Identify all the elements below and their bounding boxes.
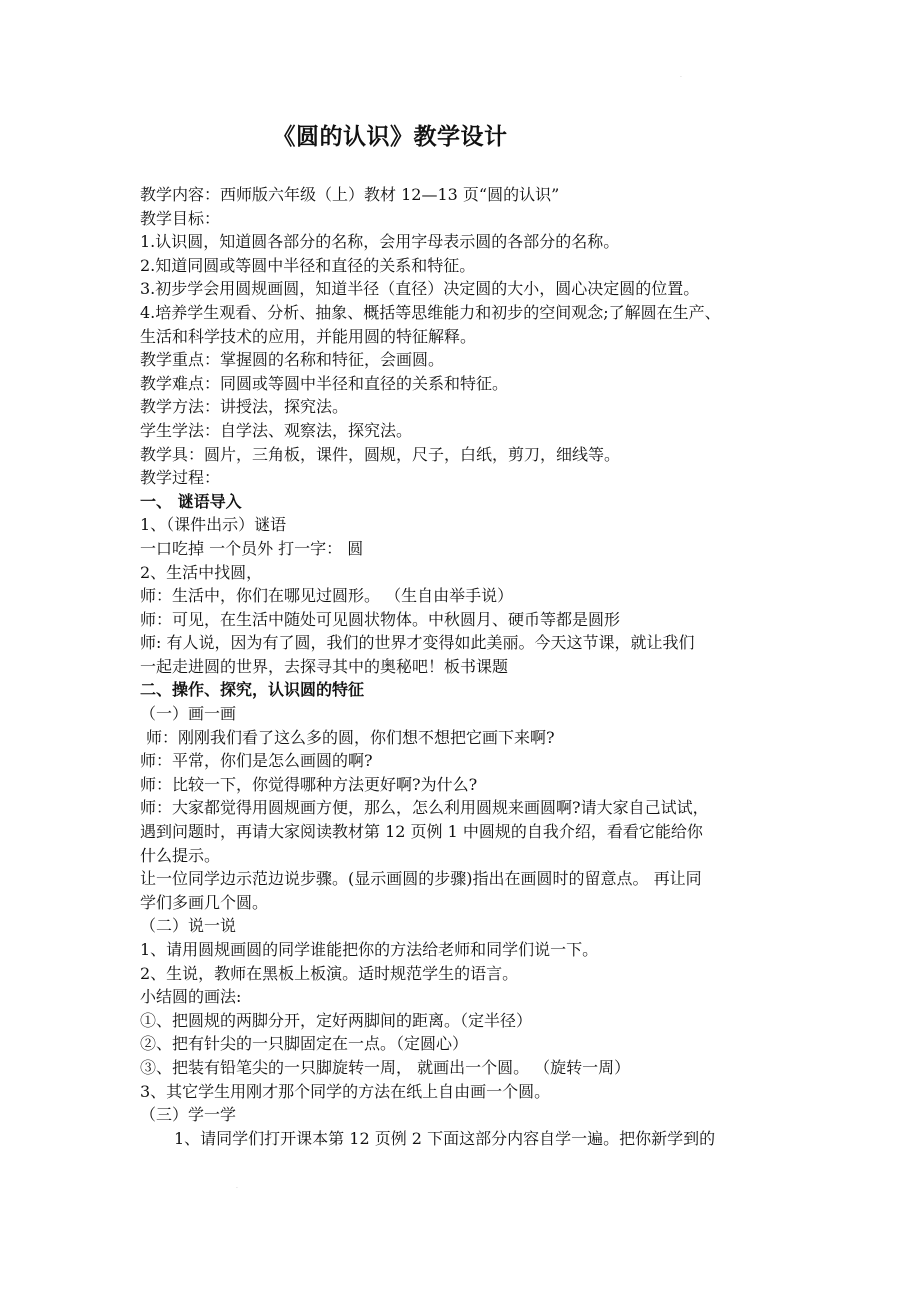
text-line: 师：大家都觉得用圆规画方便，那么，怎么利用圆规来画圆啊?请大家自己试试， [140, 798, 709, 818]
text-line: 教学过程： [140, 468, 221, 488]
section-heading: 二、操作、探究，认识圆的特征 [140, 680, 365, 700]
text-line: 师：刚刚我们看了这么多的圆，你们想不想把它画下来啊? [146, 727, 555, 747]
text-line: 1、请同学们打开课本第 12 页例 2 下面这部分内容自学一遍。把你新学到的 [174, 1128, 716, 1148]
text-line: 教学目标： [140, 208, 221, 228]
text-line: 师: 有人说，因为有了圆，我们的世界才变得如此美丽。今天这节课，就让我们 [140, 633, 695, 653]
document-body [140, 183, 790, 1150]
text-line: 学生学法：自学法、观察法，探究法。 [140, 420, 413, 440]
text-line: 教学难点：同圆或等圆中半径和直径的关系和特征。 [140, 373, 509, 393]
subsection-heading: （二）说一说 [140, 916, 237, 936]
text-line: 教学具：圆片，三角板，课件，圆规，尺子，白纸，剪刀，细线等。 [140, 444, 621, 464]
text-line: 学们多画几个圆。 [140, 892, 269, 912]
document-title: 《圆的认识》教学设计 [272, 124, 508, 150]
text-line: 什么提示。 [140, 845, 221, 865]
text-line: 1、请用圆规画圆的同学谁能把你的方法给老师和同学们说一下。 [140, 940, 599, 959]
text-line: 生活和科学技术的应用，并能用圆的特征解释。 [140, 326, 477, 346]
text-line: 1.认识圆，知道圆各部分的名称，会用字母表示圆的各部分的名称。 [140, 232, 620, 252]
text-line: 师：比较一下，你觉得哪种方法更好啊?为什么? [140, 774, 478, 794]
list-item: ③、把装有铅笔尖的一只脚旋转一周， 就画出一个圆。 （旋转一周） [140, 1057, 631, 1077]
text-line: 遇到问题时，再请大家阅读教材第 12 页例 1 中圆规的自我介绍，看看它能给你 [140, 822, 703, 842]
text-line: 2、生说，教师在黑板上板演。适时规范学生的语言。 [140, 963, 519, 983]
text-line: 教学重点：掌握圆的名称和特征，会画圆。 [140, 350, 445, 370]
scan-dot: · [236, 1185, 238, 1192]
text-line: 3.初步学会用圆规画圆，知道半径（直径）决定圆的大小，圆心决定圆的位置。 [140, 279, 700, 299]
text-line: 教学内容：西师版六年级（上）教材 12—13 页“圆的认识” [140, 185, 560, 204]
text-line: 教学方法：讲授法，探究法。 [140, 397, 349, 417]
text-line: 小结圆的画法: [140, 987, 242, 1007]
subsection-heading: （三）学一学 [140, 1105, 237, 1125]
subsection-heading: （一）画一画 [140, 704, 237, 724]
text-line: 一起走进圆的世界，去探寻其中的奥秘吧！板书课题 [140, 656, 509, 676]
text-line: 一口吃掉 一个员外 打一字： 圆 [140, 538, 364, 558]
list-item: ②、把有针尖的一只脚固定在一点。（定圆心） [140, 1034, 469, 1054]
text-line: 2.知道同圆或等圆中半径和直径的关系和特征。 [140, 255, 476, 275]
text-line: 1、（课件出示）谜语 [140, 515, 287, 535]
text-line: 让一位同学边示范边说步骤。(显示画圆的步骤)指出在画圆时的留意点。 再让同 [140, 869, 702, 889]
text-line: 师：可见，在生活中随处可见圆状物体。中秋圆月、硬币等都是圆形 [140, 609, 621, 629]
text-line: 师：生活中，你们在哪见过圆形。 （生自由举手说） [140, 586, 514, 606]
text-line: 4.培养学生观看、分析、抽象、概括等思维能力和初步的空间观念;了解圆在生产、 [140, 302, 721, 322]
list-item: ①、把圆规的两脚分开，定好两脚间的距离。（定半径） [140, 1010, 533, 1030]
text-line: 2、生活中找圆， [140, 562, 263, 582]
section-heading: 一、 谜语导入 [140, 491, 242, 511]
text-line: 3、其它学生用刚才那个同学的方法在纸上自由画一个圆。 [140, 1081, 551, 1101]
scan-dot: · [680, 74, 682, 81]
text-line: 师：平常，你们是怎么画圆的啊? [140, 751, 373, 771]
